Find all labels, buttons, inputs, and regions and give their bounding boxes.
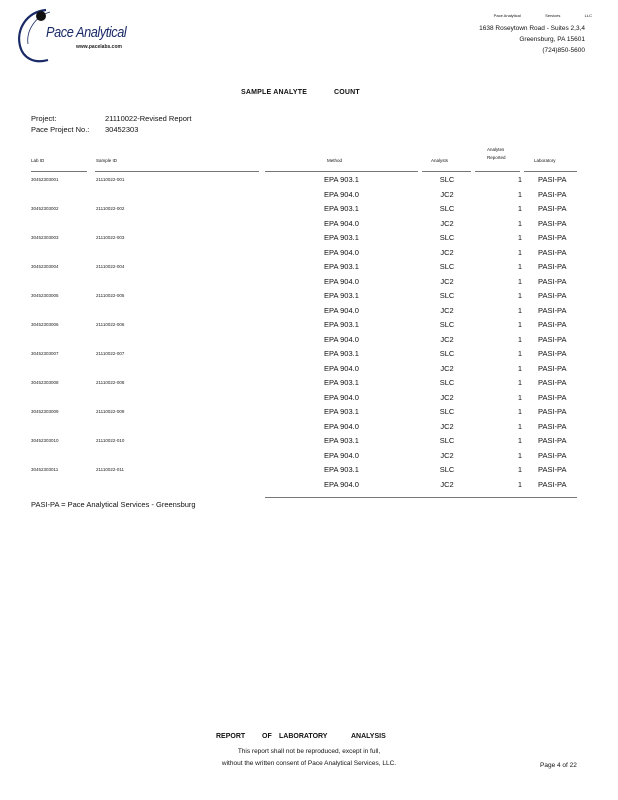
method-cell: EPA 904.0 — [324, 450, 359, 460]
analyst-cell: SLC — [439, 465, 455, 474]
method-cell: EPA 903.1 — [324, 378, 359, 387]
analyte-count-cell: 1 — [517, 479, 522, 489]
analyte-count-cell: 1 — [517, 233, 522, 242]
method-cell: EPA 903.1 — [324, 204, 359, 213]
analyst-cell: JC2 — [440, 189, 454, 199]
analyte-count-cell: 1 — [517, 392, 522, 402]
method-cell: EPA 904.0 — [324, 276, 359, 286]
analyte-count-cell: 1 — [517, 363, 522, 373]
phone-number: (724)850-5600 — [542, 47, 585, 54]
method-cell: EPA 904.0 — [324, 189, 359, 199]
laboratory-cell: PASI-PA — [538, 479, 567, 489]
analyst-cell: JC2 — [440, 363, 454, 373]
analyst-cell: SLC — [439, 204, 455, 213]
method-cell: EPA 904.0 — [324, 479, 359, 489]
analyst-cell: SLC — [439, 407, 455, 416]
sample-id-cell: 21110022-009 — [96, 409, 125, 414]
table-end-rule — [265, 497, 577, 498]
logo-website: www.pacelabs.com — [76, 44, 122, 50]
analyte-count-cell: 1 — [517, 189, 522, 199]
laboratory-cell: PASI-PA — [538, 465, 567, 474]
method-cell: EPA 904.0 — [324, 247, 359, 257]
header-rule-analysts — [422, 171, 471, 172]
column-header-sample-id: Sample ID — [96, 158, 118, 163]
lab-id-cell: 30452303011 — [31, 467, 59, 472]
method-cell: EPA 904.0 — [324, 392, 359, 402]
analyst-cell: SLC — [439, 291, 455, 300]
address-line-2: Greensburg, PA 15601 — [519, 36, 585, 43]
lab-id-cell: 30452303004 — [31, 264, 59, 269]
analyte-count-cell: 1 — [517, 175, 522, 184]
lab-id-cell: 30452303010 — [31, 438, 59, 443]
column-header-analytes-reported — [487, 147, 506, 160]
lab-id-cell: 30452303007 — [31, 351, 59, 356]
analyte-count-cell: 1 — [517, 378, 522, 387]
method-cell: EPA 904.0 — [324, 363, 359, 373]
pace-project-label: Pace Project No.: — [31, 125, 90, 134]
footer-title-report: REPORT — [216, 733, 246, 740]
report-title-part-2: COUNT — [334, 89, 360, 96]
analyst-cell: SLC — [439, 349, 455, 358]
sample-id-cell: 21110022-005 — [96, 293, 125, 298]
analyst-cell: JC2 — [440, 421, 454, 431]
laboratory-cell: PASI-PA — [538, 262, 567, 271]
sample-id-cell: 21110022-010 — [96, 438, 125, 443]
method-cell: EPA 903.1 — [324, 436, 359, 445]
method-cell: EPA 903.1 — [324, 407, 359, 416]
method-cell: EPA 904.0 — [324, 421, 359, 431]
analyst-cell: SLC — [439, 436, 455, 445]
address-line-1: 1638 Roseytown Road - Suites 2,3,4 — [479, 25, 585, 32]
laboratory-cell: PASI-PA — [538, 320, 567, 329]
company-line — [494, 13, 592, 18]
analyst-cell: JC2 — [440, 276, 454, 286]
analyst-cell: SLC — [439, 175, 455, 184]
lab-id-cell: 30452303008 — [31, 380, 59, 385]
laboratory-cell: PASI-PA — [538, 363, 567, 373]
sample-id-cell: 21110022-001 — [96, 177, 125, 182]
analyte-count-cell: 1 — [517, 262, 522, 271]
analyte-count-cell: 1 — [517, 436, 522, 445]
laboratory-cell: PASI-PA — [538, 218, 567, 228]
analyte-count-cell: 1 — [517, 320, 522, 329]
analyte-count-cell: 1 — [517, 276, 522, 286]
project-value: 21110022-Revised Report — [105, 114, 192, 123]
method-cell: EPA 904.0 — [324, 218, 359, 228]
header-rule-lab-id — [31, 171, 87, 172]
analyte-count-cell: 1 — [517, 218, 522, 228]
project-label: Project: — [31, 114, 57, 123]
method-cell: EPA 903.1 — [324, 291, 359, 300]
sample-id-cell: 21110022-004 — [96, 264, 125, 269]
sample-id-cell: 21110022-003 — [96, 235, 125, 240]
column-header-analysts: Analysts — [431, 158, 449, 163]
laboratory-cell: PASI-PA — [538, 291, 567, 300]
analyte-count-cell: 1 — [517, 204, 522, 213]
analyte-count-cell: 1 — [517, 421, 522, 431]
lab-id-cell: 30452303002 — [31, 206, 59, 211]
laboratory-cell: PASI-PA — [538, 247, 567, 257]
laboratory-cell: PASI-PA — [538, 276, 567, 286]
laboratory-cell: PASI-PA — [538, 305, 567, 315]
analyst-cell: SLC — [439, 320, 455, 329]
analyte-count-cell: 1 — [517, 349, 522, 358]
laboratory-cell: PASI-PA — [538, 392, 567, 402]
laboratory-cell: PASI-PA — [538, 189, 567, 199]
company-name-3: LLC — [584, 13, 592, 18]
analyst-cell: JC2 — [440, 450, 454, 460]
laboratory-cell: PASI-PA — [538, 349, 567, 358]
pace-project-value: 30452303 — [105, 125, 139, 134]
analyst-cell: JC2 — [440, 305, 454, 315]
footer-title-analysis: ANALYSIS — [351, 733, 386, 740]
method-cell: EPA 904.0 — [324, 334, 359, 344]
method-cell: EPA 903.1 — [324, 349, 359, 358]
laboratory-cell: PASI-PA — [538, 436, 567, 445]
laboratory-cell: PASI-PA — [538, 378, 567, 387]
company-name-2: Services — [545, 13, 561, 18]
analyst-cell: SLC — [439, 378, 455, 387]
method-cell: EPA 903.1 — [324, 175, 359, 184]
page-number: Page 4 of 22 — [540, 762, 577, 769]
analyst-cell: JC2 — [440, 218, 454, 228]
lab-id-cell: 30452303005 — [31, 293, 59, 298]
sample-id-cell: 21110022-011 — [96, 467, 125, 472]
method-cell: EPA 903.1 — [324, 465, 359, 474]
header-rule-method — [265, 171, 418, 172]
footer-note-line-1: This report shall not be reproduced, except in full, — [237, 748, 381, 755]
sample-id-cell: 21110022-007 — [96, 351, 125, 356]
analyst-cell: JC2 — [440, 334, 454, 344]
laboratory-cell: PASI-PA — [538, 334, 567, 344]
analyst-cell: SLC — [439, 233, 455, 242]
column-header-laboratory: Laboratory — [534, 158, 556, 163]
footer-title-laboratory: LABORATORY — [279, 733, 328, 740]
column-header-lab-id: Lab ID — [31, 158, 45, 163]
method-cell: EPA 903.1 — [324, 233, 359, 242]
laboratory-cell: PASI-PA — [538, 450, 567, 460]
analyte-count-cell: 1 — [517, 291, 522, 300]
analyte-count-cell: 1 — [517, 450, 522, 460]
analyst-cell: JC2 — [440, 247, 454, 257]
header-rule-laboratory — [524, 171, 577, 172]
footer-note-line-2: without the written consent of Pace Analytical Services, LLC. — [221, 760, 397, 767]
laboratory-cell: PASI-PA — [538, 233, 567, 242]
footer-title-of: OF — [262, 733, 272, 740]
method-cell: EPA 904.0 — [324, 305, 359, 315]
analyte-count-cell: 1 — [517, 407, 522, 416]
column-header-reported: Reported — [487, 155, 506, 160]
laboratory-cell: PASI-PA — [538, 421, 567, 431]
method-cell: EPA 903.1 — [324, 320, 359, 329]
analyst-cell: SLC — [439, 262, 455, 271]
analyte-count-cell: 1 — [517, 305, 522, 315]
company-name-1: Pace Analytical — [493, 13, 521, 18]
analyte-count-cell: 1 — [517, 334, 522, 344]
logo-brand-text: Pace Analytical — [46, 24, 127, 41]
analyte-count-cell: 1 — [517, 465, 522, 474]
method-cell: EPA 903.1 — [324, 262, 359, 271]
lab-id-cell: 30452303006 — [31, 322, 59, 327]
report-title-part-1: SAMPLE ANALYTE — [241, 89, 308, 96]
analyst-cell: JC2 — [440, 392, 454, 402]
lab-id-cell: 30452303009 — [31, 409, 59, 414]
analyst-cell: JC2 — [440, 479, 454, 489]
header-rule-sample-id — [95, 171, 259, 172]
laboratory-cell: PASI-PA — [538, 407, 567, 416]
laboratory-cell: PASI-PA — [538, 175, 567, 184]
analyte-count-cell: 1 — [517, 247, 522, 257]
laboratory-legend: PASI-PA = Pace Analytical Services - Greensburg — [31, 500, 196, 509]
lab-id-cell: 30452303003 — [31, 235, 59, 240]
sample-id-cell: 21110022-002 — [96, 206, 125, 211]
sample-id-cell: 21110022-006 — [96, 322, 125, 327]
header-rule-analytes — [475, 171, 520, 172]
lab-id-cell: 30452303001 — [31, 177, 59, 182]
column-header-method: Method — [327, 158, 343, 163]
sample-id-cell: 21110022-008 — [96, 380, 125, 385]
column-header-analytes: Analytes — [487, 147, 505, 152]
laboratory-cell: PASI-PA — [538, 204, 567, 213]
